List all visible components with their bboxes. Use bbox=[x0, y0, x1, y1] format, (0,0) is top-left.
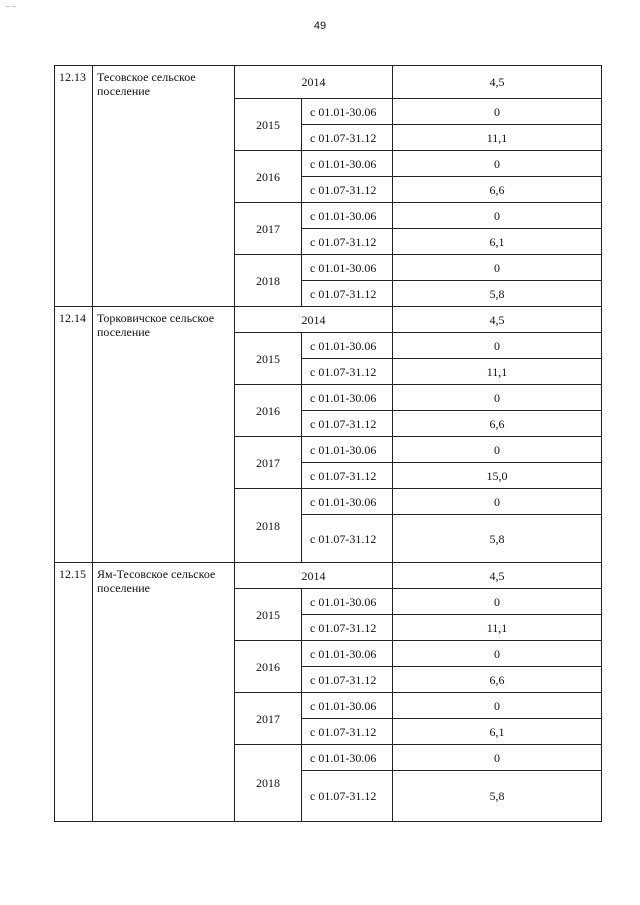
year-cell: 2017 bbox=[235, 693, 302, 745]
rate-value: 0 bbox=[393, 693, 602, 719]
year-cell: 2015 bbox=[235, 333, 302, 385]
period-cell: с 01.01-30.06 bbox=[302, 693, 393, 719]
year-2014: 2014 bbox=[235, 563, 393, 589]
rate-value: 5,8 bbox=[393, 281, 602, 307]
rate-value: 6,6 bbox=[393, 177, 602, 203]
period-cell: с 01.07-31.12 bbox=[302, 719, 393, 745]
period-cell: с 01.01-30.06 bbox=[302, 151, 393, 177]
rate-value: 15,0 bbox=[393, 463, 602, 489]
year-cell: 2015 bbox=[235, 589, 302, 641]
rate-value: 0 bbox=[393, 385, 602, 411]
rate-value: 5,8 bbox=[393, 771, 602, 822]
rate-value: 4,5 bbox=[393, 563, 602, 589]
period-cell: с 01.07-31.12 bbox=[302, 229, 393, 255]
rate-value: 4,5 bbox=[393, 307, 602, 333]
settlement-name: Ям-Тесовское сельское поселение bbox=[93, 563, 235, 822]
rate-value: 6,1 bbox=[393, 229, 602, 255]
section-number: 12.15 bbox=[55, 563, 93, 822]
year-cell: 2016 bbox=[235, 641, 302, 693]
period-cell: с 01.07-31.12 bbox=[302, 281, 393, 307]
period-cell: с 01.07-31.12 bbox=[302, 515, 393, 563]
rate-value: 0 bbox=[393, 203, 602, 229]
table-row bbox=[55, 66, 602, 99]
rate-value: 11,1 bbox=[393, 615, 602, 641]
period-cell: с 01.01-30.06 bbox=[302, 437, 393, 463]
rate-value: 5,8 bbox=[393, 515, 602, 563]
scan-mark: ~ ~ bbox=[6, 4, 17, 11]
period-cell: с 01.01-30.06 bbox=[302, 385, 393, 411]
page-number: 49 bbox=[313, 20, 327, 32]
year-cell: 2017 bbox=[235, 203, 302, 255]
rate-value: 0 bbox=[393, 437, 602, 463]
period-cell: с 01.01-30.06 bbox=[302, 641, 393, 667]
rate-value: 6,6 bbox=[393, 411, 602, 437]
period-cell: с 01.07-31.12 bbox=[302, 359, 393, 385]
period-cell: с 01.01-30.06 bbox=[302, 333, 393, 359]
period-cell: с 01.01-30.06 bbox=[302, 255, 393, 281]
rate-value: 6,6 bbox=[393, 667, 602, 693]
period-cell: с 01.07-31.12 bbox=[302, 615, 393, 641]
rate-value: 0 bbox=[393, 489, 602, 515]
period-cell: с 01.01-30.06 bbox=[302, 745, 393, 771]
table-row bbox=[55, 563, 602, 589]
rate-value: 0 bbox=[393, 589, 602, 615]
table-row bbox=[55, 307, 602, 333]
year-cell: 2016 bbox=[235, 385, 302, 437]
period-cell: с 01.01-30.06 bbox=[302, 99, 393, 125]
rate-value: 6,1 bbox=[393, 719, 602, 745]
year-cell: 2017 bbox=[235, 437, 302, 489]
rate-value: 0 bbox=[393, 641, 602, 667]
period-cell: с 01.07-31.12 bbox=[302, 411, 393, 437]
rate-value: 11,1 bbox=[393, 125, 602, 151]
year-cell: 2018 bbox=[235, 489, 302, 563]
rate-value: 0 bbox=[393, 151, 602, 177]
section-number: 12.14 bbox=[55, 307, 93, 563]
year-cell: 2018 bbox=[235, 255, 302, 307]
period-cell: с 01.07-31.12 bbox=[302, 463, 393, 489]
year-cell: 2015 bbox=[235, 99, 302, 151]
settlement-name: Тесовское сельское поселение bbox=[93, 66, 235, 307]
period-cell: с 01.07-31.12 bbox=[302, 667, 393, 693]
period-cell: с 01.01-30.06 bbox=[302, 589, 393, 615]
period-cell: с 01.07-31.12 bbox=[302, 177, 393, 203]
period-cell: с 01.01-30.06 bbox=[302, 489, 393, 515]
rate-value: 0 bbox=[393, 99, 602, 125]
year-cell: 2016 bbox=[235, 151, 302, 203]
period-cell: с 01.07-31.12 bbox=[302, 125, 393, 151]
rate-value: 4,5 bbox=[393, 66, 602, 99]
year-2014: 2014 bbox=[235, 307, 393, 333]
rate-value: 0 bbox=[393, 745, 602, 771]
period-cell: с 01.01-30.06 bbox=[302, 203, 393, 229]
tariff-table bbox=[54, 65, 602, 822]
rate-value: 11,1 bbox=[393, 359, 602, 385]
section-number: 12.13 bbox=[55, 66, 93, 307]
rate-value: 0 bbox=[393, 333, 602, 359]
year-cell: 2018 bbox=[235, 745, 302, 822]
settlement-name: Торковичское сельское поселение bbox=[93, 307, 235, 563]
year-2014: 2014 bbox=[235, 66, 393, 99]
rate-value: 0 bbox=[393, 255, 602, 281]
period-cell: с 01.07-31.12 bbox=[302, 771, 393, 822]
